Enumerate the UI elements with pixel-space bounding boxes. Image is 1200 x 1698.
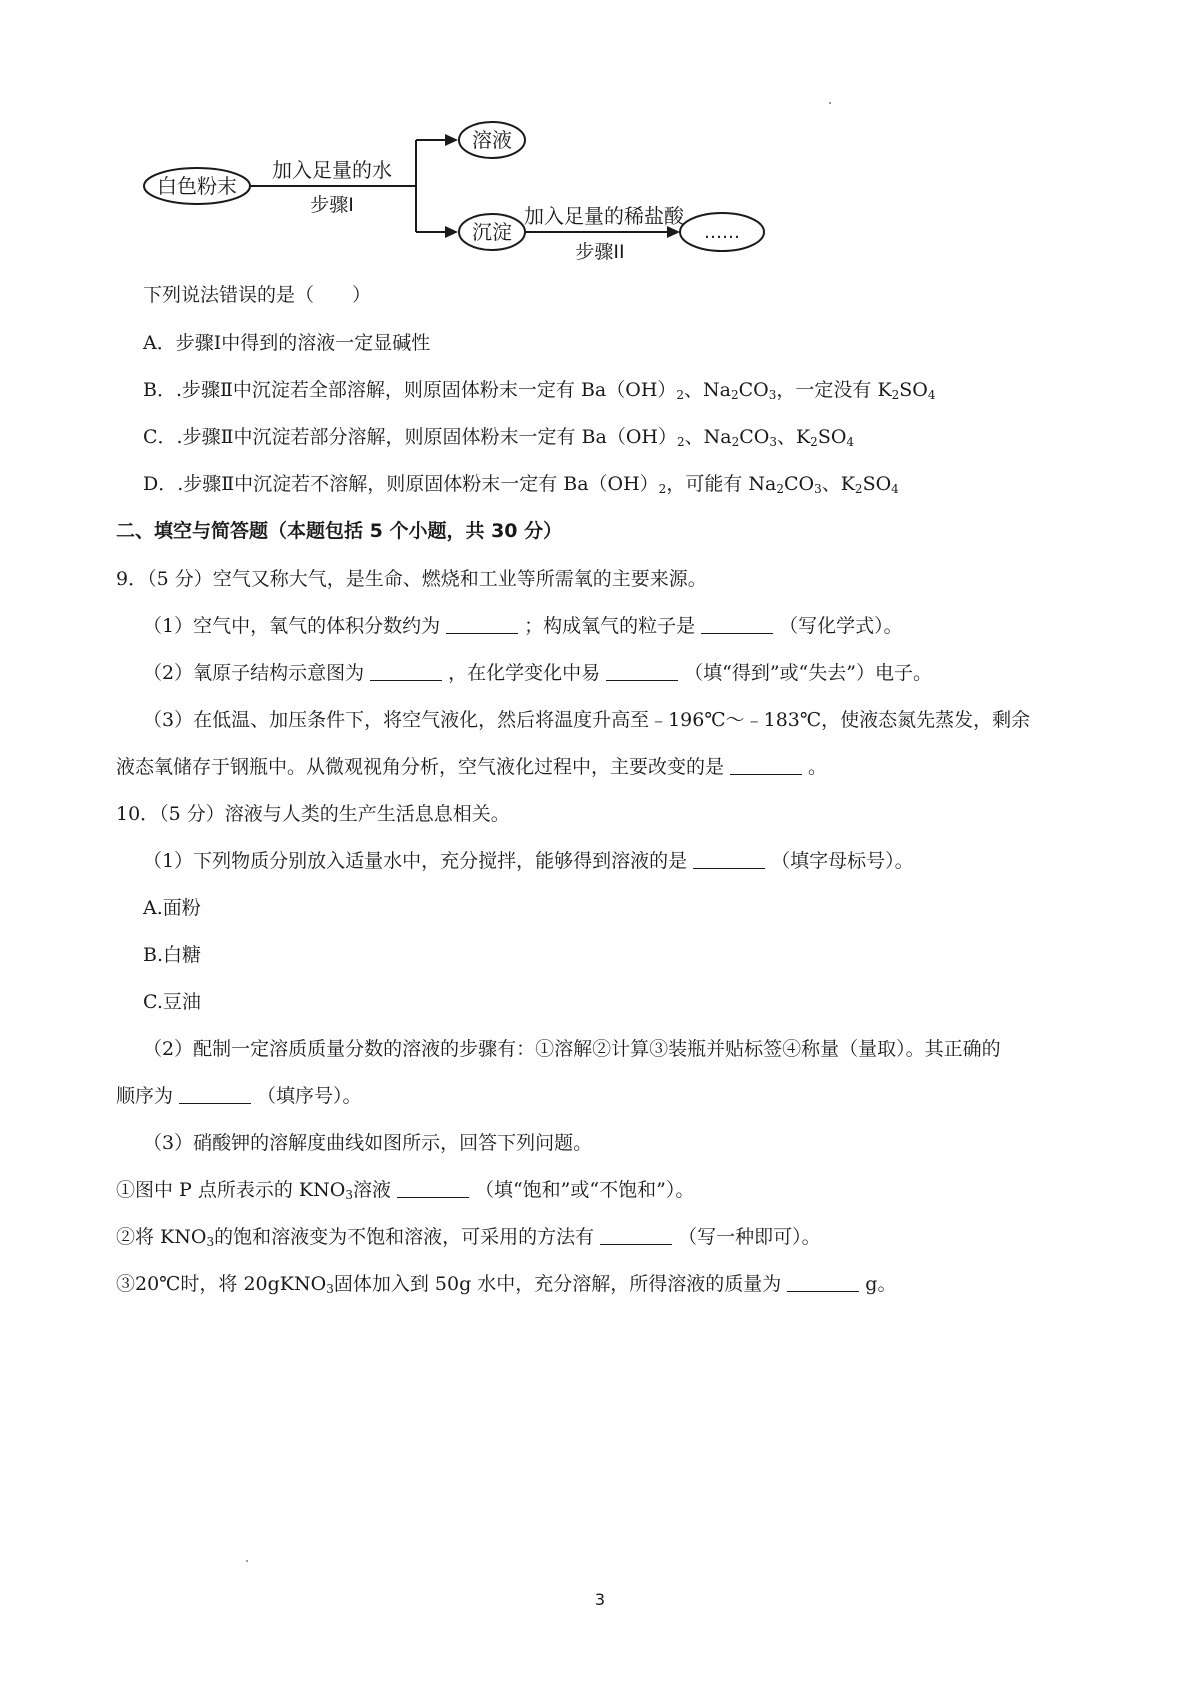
to-precipitate-arrowhead [445,226,458,238]
q8-c-text-5: SO [817,426,847,448]
q8-b-text-1: B．.步骤Ⅱ中沉淀若全部溶解，则原固体粉末一定有 Ba（OH） [143,379,677,401]
q8-c-sub: 3 [769,435,777,449]
q9-p1-text-1: （1）空气中，氧气的体积分数约为 [143,615,441,637]
q10-s3-text-3: g。 [865,1273,897,1295]
step1-action-label: 加入足量的水 [272,158,392,182]
q8-c-sub: 2 [676,435,685,449]
q10-s1-text-2: 溶液 [352,1179,391,1201]
step2-label: 步骤II [575,241,625,263]
q8-c-sub: 2 [810,435,818,449]
q8-d-text-3: CO [783,473,815,495]
q9-p3-text-2: 。 [808,756,828,778]
q10-sub-1 [116,1177,694,1208]
speck [829,102,831,104]
q10-s3-sub: 3 [326,1282,334,1296]
flow-diagram [140,112,860,272]
q10-s2-text-1: ②将 KNO [116,1226,207,1248]
answer-blank[interactable] [179,1085,251,1104]
q9-part-3-line-1: （3）在低温、加压条件下，将空气液化，然后将温度升高至﹣196℃～﹣183℃，使液态氮先蒸发，剩余 [143,709,1031,731]
q10-p2-text-2: （填序号）。 [257,1085,362,1107]
q10-s1-text-1: ①图中 P 点所表示的 KNO [116,1179,346,1201]
q8-d-text-5: SO [862,473,892,495]
start-node-label: 白色粉末 [157,174,237,198]
q10-p1-text-1: （1）下列物质分别放入适量水中，充分搅拌，能够得到溶液的是 [143,850,688,872]
q9-p1-text-3: （写化学式）。 [779,615,903,637]
q9-part-2 [143,660,932,686]
q10-option-a: A.面粉 [143,897,201,919]
q8-d-sub: 2 [658,482,667,496]
q9-part-3-line-2 [116,754,827,780]
q9-p2-text-1: （2）氧原子结构示意图为 [143,662,365,684]
q10-p2-text-1: 顺序为 [116,1085,174,1107]
q8-b-sub: 2 [676,388,685,402]
q8-option-a: A．步骤Ⅰ中得到的溶液一定显碱性 [143,332,431,354]
q8-d-text-2: ，可能有 Na [666,473,777,495]
page-number: 3 [594,1590,606,1609]
q10-s3-text-1: ③20℃时，将 20gKNO [116,1273,327,1295]
section-2-title: 二、填空与简答题（本题包括 5 个小题，共 30 分） [116,520,563,542]
q8-option-d [143,471,899,502]
q10-s2-text-3: （写一种即可）。 [678,1226,821,1248]
flow-diagram-svg [140,112,860,272]
q9-p1-text-2: ；构成氧气的粒子是 [524,615,696,637]
q10-s2-text-2: 的饱和溶液变为不饱和溶液，可采用的方法有 [214,1226,595,1248]
q9-part-1 [143,613,903,639]
answer-blank[interactable] [701,615,773,634]
q10-s2-sub: 3 [206,1235,215,1249]
answer-blank[interactable] [787,1273,859,1292]
q10-option-b: B.白糖 [143,944,202,966]
q9-stem: 9．（5 分）空气又称大气，是生命、燃烧和工业等所需氧的主要来源。 [116,568,707,590]
q10-sub-2 [116,1224,821,1255]
speck [246,1560,248,1562]
q8-d-text-1: D．.步骤Ⅱ中沉淀若不溶解，则原固体粉末一定有 Ba（OH） [143,473,659,495]
answer-blank[interactable] [397,1179,469,1198]
q8-c-sub: 4 [846,435,855,449]
step2-action-label: 加入足量的稀盐酸 [524,204,684,228]
answer-blank[interactable] [606,662,678,681]
q8-b-text-3: CO [738,379,769,401]
q9-p2-text-3: （填“得到”或“失去”）电子。 [684,662,932,684]
q8-d-sub: 4 [891,482,899,496]
q8-b-sub: 2 [731,388,739,402]
q10-part-3: （3）硝酸钾的溶解度曲线如图所示，回答下列问题。 [143,1132,593,1154]
q10-option-c: C.豆油 [143,991,201,1013]
q10-part-2-line-2 [116,1083,362,1109]
q8-c-text-1: C．.步骤Ⅱ中沉淀若部分溶解，则原固体粉末一定有 Ba（OH） [143,426,677,448]
answer-blank[interactable] [693,850,765,869]
answer-blank[interactable] [730,756,802,775]
q8-d-sub: 2 [776,482,784,496]
q10-part-1 [143,848,914,874]
q8-b-text-4: ，一定没有 K [776,379,892,401]
precipitate-node-label: 沉淀 [472,220,512,244]
q8-option-c [143,424,854,455]
q8-b-sub: 3 [768,388,777,402]
q8-b-text-5: SO [899,379,928,401]
q10-part-2-line-1: （2）配制一定溶质质量分数的溶液的步骤有：①溶解②计算③装瓶并贴标签④称量（量取）。其正确的 [143,1038,1001,1060]
q8-stem: 下列说法错误的是（ ） [143,284,372,306]
answer-blank[interactable] [370,662,442,681]
to-solution-arrowhead [445,134,458,146]
q8-d-sub: 3 [814,482,822,496]
q10-stem: 10．（5 分）溶液与人类的生产生活息息相关。 [116,803,510,825]
answer-blank[interactable] [446,615,518,634]
q10-s1-text-3: （填“饱和”或“不饱和”）。 [474,1179,695,1201]
q10-sub-3 [116,1271,896,1302]
q10-s3-text-2: 固体加入到 50g 水中，充分溶解，所得溶液的质量为 [333,1273,782,1295]
q8-b-sub: 2 [891,388,900,402]
q8-d-text-4: 、K [821,473,855,495]
answer-blank[interactable] [600,1226,672,1245]
q8-c-text-4: 、K [776,426,811,448]
q8-b-text-2: 、Na [684,379,731,401]
q8-option-b [143,377,936,408]
q9-p3-text-1: 液态氧储存于钢瓶中。从微观视角分析，空气液化过程中，主要改变的是 [116,756,725,778]
solution-node-label: 溶液 [472,128,512,152]
step1-label: 步骤I [310,194,354,216]
q9-p2-text-2: ，在化学变化中易 [448,662,601,684]
q8-c-text-3: CO [739,426,770,448]
q10-s1-sub: 3 [345,1188,353,1202]
q8-c-text-2: 、Na [684,426,732,448]
q8-b-sub: 4 [927,388,936,402]
q8-c-sub: 2 [731,435,740,449]
end-node-label: …… [704,222,740,243]
q8-d-sub: 2 [854,482,863,496]
q10-p1-text-2: （填字母标号）。 [771,850,914,872]
